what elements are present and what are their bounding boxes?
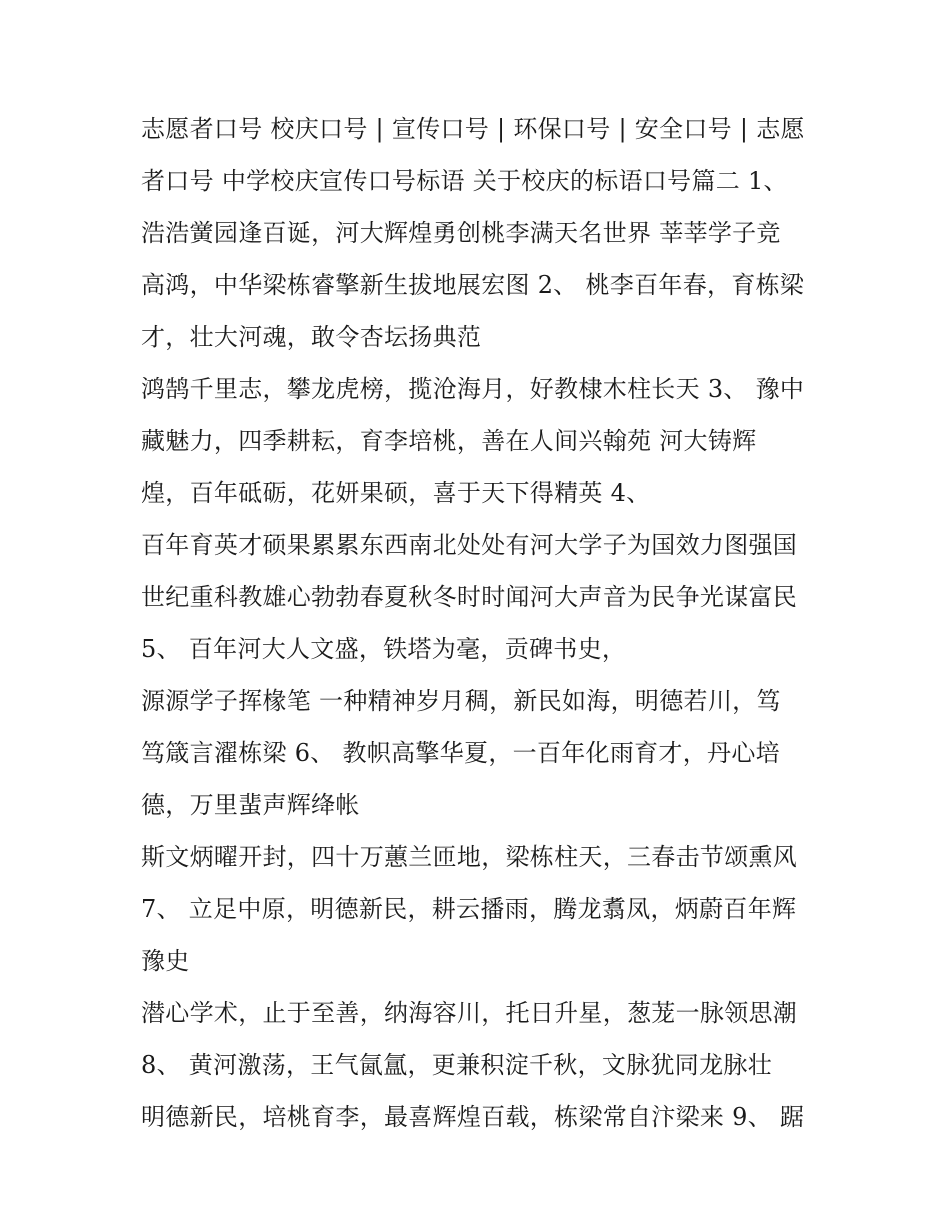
body-text xyxy=(141,106,821,1146)
text-line: 煌，百年砥砺，花妍果硕，喜于天下得精英 4、 xyxy=(141,479,651,507)
text-line: 豫史 xyxy=(141,947,190,975)
text-line: 高鸿，中华梁栋睿擎新生拔地展宏图 2、 桃李百年春，育栋梁 xyxy=(141,271,805,299)
text-line: 百年育英才硕果累累东西南北处处有河大学子为国效力图强国 xyxy=(141,531,798,559)
text-line: 藏魅力，四季耕耘，育李培桃，善在人间兴翰苑 河大铸辉 xyxy=(141,427,757,455)
text-line: 鸿鹄千里志，攀龙虎榜，揽沧海月，好教棣木柱长天 3、 豫中 xyxy=(141,375,805,403)
text-line: 斯文炳曜开封，四十万蕙兰匝地，梁栋柱天，三春击节颂熏风 xyxy=(141,843,798,871)
text-line: 世纪重科教雄心勃勃春夏秋冬时时闻河大声音为民争光谋富民 xyxy=(141,583,798,611)
text-line: 8、 黄河激荡，王气氤氲，更兼积淀千秋，文脉犹同龙脉壮 xyxy=(141,1051,772,1079)
text-line: 5、 百年河大人文盛，铁塔为毫，贡碑书史， xyxy=(141,635,627,663)
text-line: 才，壮大河魂，敢令杏坛扬典范 xyxy=(141,323,482,351)
text-line: 者口号 中学校庆宣传口号标语 关于校庆的标语口号篇二 1、 xyxy=(141,167,788,195)
text-line: 德，万里蜚声辉绛帐 xyxy=(141,791,360,819)
text-line: 笃箴言濯栋梁 6、 教帜高擎华夏，一百年化雨育才，丹心培 xyxy=(141,739,780,767)
text-line: 明德新民，培桃育李，最喜辉煌百载，栋梁常自汴梁来 9、 踞 xyxy=(141,1103,805,1131)
text-line: 浩浩黉园逢百诞，河大辉煌勇创桃李满天名世界 莘莘学子竞 xyxy=(141,219,781,247)
text-line: 7、 立足中原，明德新民，耕云播雨，腾龙翥凤，炳蔚百年辉 xyxy=(141,895,797,923)
text-line: 潜心学术，止于至善，纳海容川，托日升星，葱茏一脉领思潮 xyxy=(141,999,798,1027)
text-line: 源源学子挥椽笔 一种精神岁月稠，新民如海，明德若川，笃 xyxy=(141,687,781,715)
text-line: 志愿者口号 校庆口号 | 宣传口号 | 环保口号 | 安全口号 | 志愿 xyxy=(141,115,805,143)
